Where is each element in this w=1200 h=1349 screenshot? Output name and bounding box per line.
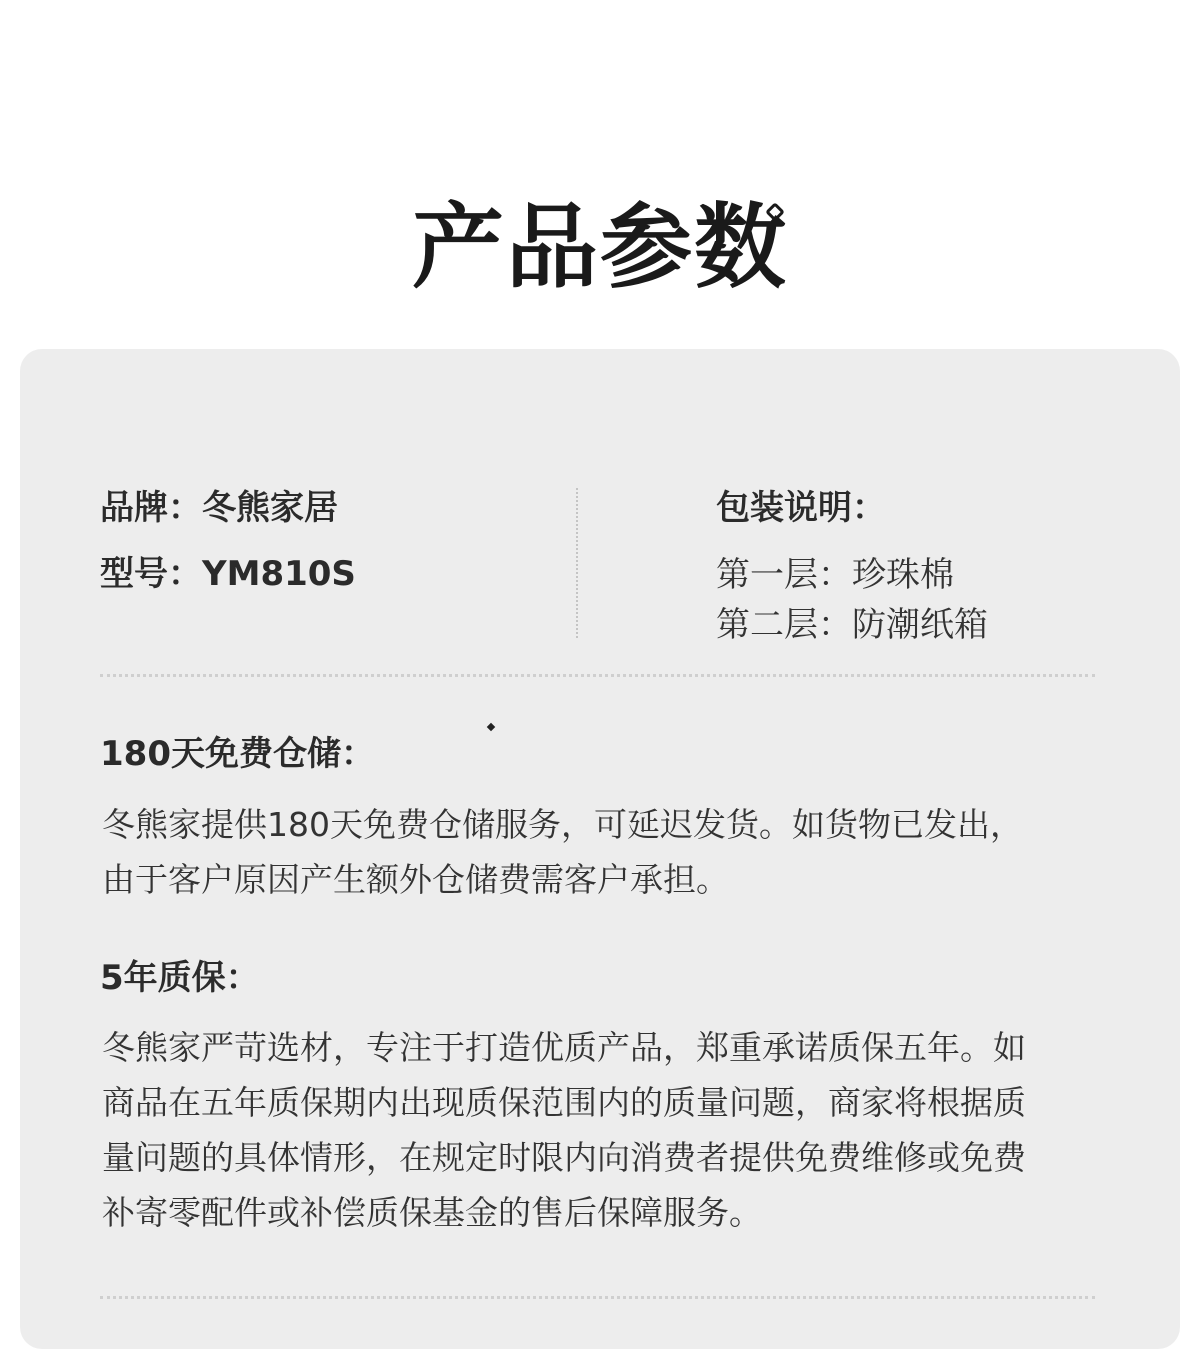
warranty-title: 5年质保：	[100, 958, 260, 998]
storage-line-1: 冬熊家提供180天免费仓储服务，可延迟发货。如货物已发出，	[102, 805, 1023, 844]
brand-label: 品牌：冬熊家居	[100, 488, 338, 528]
packaging-title: 包装说明：	[716, 488, 886, 528]
section-divider	[100, 674, 1095, 677]
warranty-line-1: 冬熊家严苛选材，专注于打造优质产品，郑重承诺质保五年。如	[102, 1028, 1026, 1067]
storage-title: 180天免费仓储：	[100, 734, 375, 774]
packaging-layer-1: 第一层：珍珠棉	[716, 555, 954, 595]
warranty-line-2: 商品在五年质保期内出现质保范围内的质量问题，商家将根据质	[102, 1083, 1026, 1122]
warranty-line-3: 量问题的具体情形，在规定时限内向消费者提供免费维修或免费	[102, 1138, 1026, 1177]
bottom-divider	[100, 1296, 1095, 1299]
warranty-description	[102, 1020, 1102, 1240]
model-label: 型号：YM810S	[100, 554, 356, 594]
storage-line-2: 由于客户原因产生额外仓储费需客户承担。	[102, 860, 729, 899]
spec-basic	[100, 484, 356, 616]
packaging-layer-2: 第二层：防潮纸箱	[716, 605, 988, 645]
packaging-info	[716, 484, 988, 650]
storage-description	[102, 797, 1102, 907]
vertical-divider	[576, 488, 578, 638]
page-title: 产品参数	[411, 194, 788, 301]
warranty-line-4: 补寄零配件或补偿质保基金的售后保障服务。	[102, 1193, 762, 1232]
